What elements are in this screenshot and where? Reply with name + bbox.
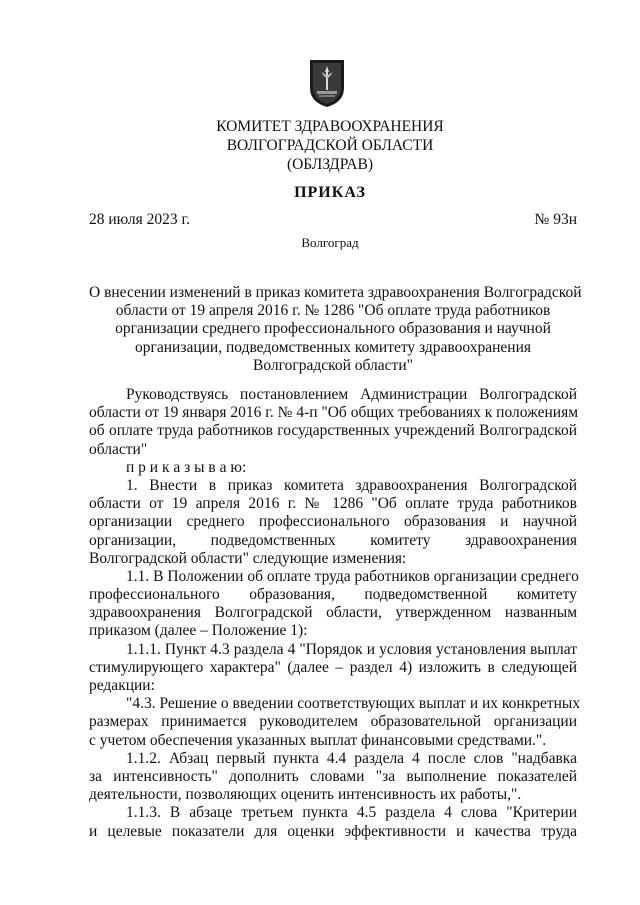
body-line: размерах принимается руководителем образовательной организации bbox=[89, 713, 577, 731]
subject-line: Волгоградской области" bbox=[253, 356, 413, 374]
body-line: 1. Внести в приказ комитета здравоохранения Волгоградской bbox=[126, 476, 577, 494]
body-line: за интенсивность" дополнить словами "за выполнение показателей bbox=[89, 767, 577, 785]
body-line: п р и к а з ы в а ю: bbox=[126, 458, 247, 476]
document-number: № 93н bbox=[534, 211, 577, 228]
body-line: деятельности, позволяющих оценить интенсивность их работы,". bbox=[89, 786, 522, 804]
body-line: организации среднего профессионального образования и научной bbox=[89, 513, 577, 531]
org-line-1: КОМИТЕТ ЗДРАВООХРАНЕНИЯ bbox=[216, 118, 444, 135]
body-line: Волгоградской области" следующие изменения: bbox=[89, 549, 407, 567]
body-line: приказом (далее – Положение 1): bbox=[89, 622, 308, 640]
body-line: 1.1.1. Пункт 4.3 раздела 4 "Порядок и условия установления выплат bbox=[126, 640, 577, 658]
body-line: "4.3. Решение о введении соответствующих выплат и их конкретных bbox=[126, 695, 581, 713]
subject-line: области от 19 апреля 2016 г. № 1286 "Об оплате труда работников bbox=[115, 302, 551, 320]
body-line: и целевые показатели для оценки эффективности и качества труда bbox=[89, 822, 577, 840]
body-line: области от 19 апреля 2016 г. № 1286 "Об оплате труда работников bbox=[89, 495, 577, 513]
subject-line: организации среднего профессионального образования и научной bbox=[115, 320, 551, 338]
body-line: области" bbox=[89, 440, 148, 458]
document-date: 28 июля 2023 г. bbox=[89, 211, 190, 228]
document-type-title: ПРИКАЗ bbox=[294, 184, 366, 201]
body-line: здравоохранения Волгоградской области, утвержденном названным bbox=[89, 604, 577, 622]
body-line: 1.1.3. В абзаце третьем пункта 4.5 раздела 4 слова "Критерии bbox=[126, 804, 577, 822]
body-line: организации, подведомственных комитету здравоохранения bbox=[89, 531, 577, 549]
body-line: профессионального образования, подведомственной комитету bbox=[89, 586, 577, 604]
body-line: с учетом обеспечения указанных выплат финансовыми средствами.". bbox=[89, 731, 547, 749]
document-subject bbox=[89, 284, 582, 375]
subject-line: организации, подведомственных комитету здравоохранения bbox=[135, 338, 531, 356]
body-line: стимулирующего характера" (далее – раздел 4) изложить в следующей bbox=[89, 658, 577, 676]
body-line: редакции: bbox=[89, 677, 155, 694]
body-line: Руководствуясь постановлением Администрации Волгоградской bbox=[126, 386, 577, 403]
coat-of-arms-icon bbox=[307, 58, 347, 108]
subject-line: О внесении изменений в приказ комитета здравоохранения Волгоградской bbox=[89, 284, 582, 301]
body-line: 1.1. В Положении об оплате труда работников организации среднего bbox=[126, 567, 579, 585]
org-line-3: (ОБЛЗДРАВ) bbox=[286, 156, 374, 173]
body-line: области от 19 января 2016 г. № 4-п "Об общих требованиях к положениям bbox=[89, 404, 579, 422]
org-line-2: ВОЛГОГРАДСКОЙ ОБЛАСТИ bbox=[226, 137, 434, 154]
body-line: 1.1.2. Абзац первый пункта 4.4 раздела 4 после слов "надбавка bbox=[126, 749, 577, 767]
document-body bbox=[89, 386, 581, 841]
body-line: об оплате труда работников государственных учреждений Волгоградской bbox=[89, 422, 577, 440]
document-city: Волгоград bbox=[301, 235, 359, 250]
